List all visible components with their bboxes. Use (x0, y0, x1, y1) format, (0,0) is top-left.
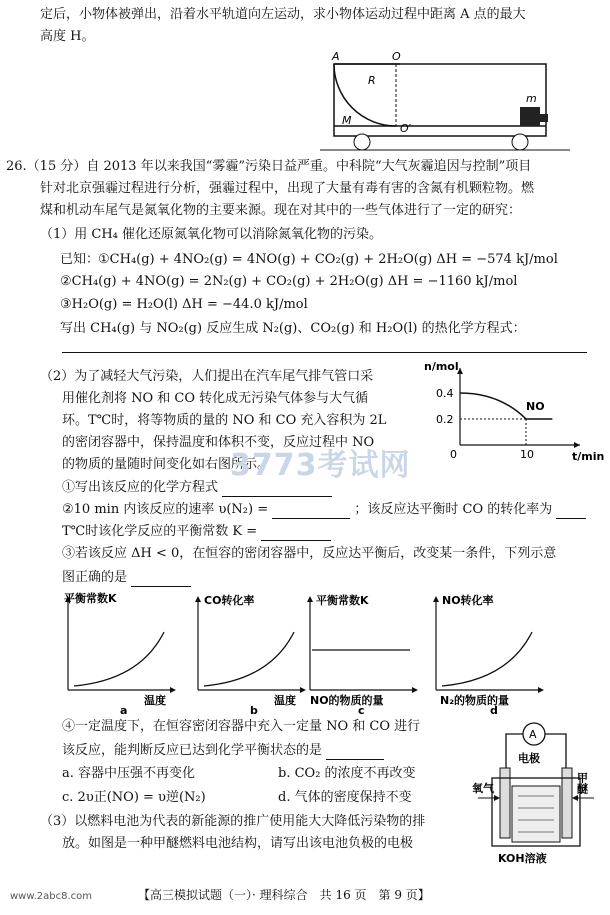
graph-a-letter: a (120, 704, 128, 717)
q26-line: 煤和机动车尾气是氮氧化物的主要来源。现在对其中的一些气体进行了一定的研究： (40, 203, 522, 218)
label-M: M (342, 114, 352, 127)
sub-question-1-text: ①写出该反应的化学方程式 (62, 480, 219, 495)
sub-question-2b-text: ；该反应达平衡时 CO 的转化率为 (354, 502, 553, 517)
origin-label: 0 (450, 448, 457, 461)
graph-a-xlabel: 温度 (144, 694, 166, 707)
cart-figure (320, 52, 570, 152)
option-graphs (50, 590, 595, 715)
footer-site: www.2abc8.com (10, 891, 93, 902)
graph-c-letter: c (358, 704, 365, 717)
answer-line (62, 352, 587, 353)
sub-question-3a: ③若该反应 ΔH < 0，在恒容的密闭容器中，反应达平衡后，改变某一条件，下列示意 (62, 546, 557, 561)
y-tick-label: 0.2 (436, 413, 454, 426)
graph-b-ylabel: CO转化率 (204, 594, 255, 607)
x-tick-label: 10 (520, 448, 534, 461)
sub-question-2a-text: ②10 min 内该反应的速率 υ(N₂) = (62, 502, 269, 517)
answer-blank[interactable] (222, 478, 332, 497)
q26-part2-line: 用催化剂将 NO 和 CO 转化成无污染气体参与大气循 (62, 391, 369, 406)
q26-part3-line: （3）以燃料电池为代表的新能源的推广使用能大大降低污染物的排 (40, 814, 426, 829)
answer-blank[interactable] (556, 500, 586, 519)
n-t-plot (420, 360, 605, 463)
q26-part3-line: 放。如图是一种甲醚燃料电池结构，请写出该电池负极的电极 (62, 836, 414, 851)
sub-question-4a: ④一定温度下，在恒容密闭容器中充入一定量 NO 和 CO 进行 (62, 719, 421, 734)
footer-page-info: 【高三模拟试题（一）· 理科综合 共 16 页 第 9 页】 (138, 888, 430, 902)
answer-blank[interactable] (131, 568, 191, 587)
answer-blank[interactable] (326, 741, 384, 760)
electrode-label: 电极 (518, 752, 540, 765)
label-A: A (332, 50, 340, 63)
graph-a (64, 591, 176, 717)
graph-d (433, 593, 544, 717)
dimethyl-ether-label: 甲醚 (575, 772, 589, 794)
sub-question-3b-text: 图正确的是 (62, 570, 128, 585)
label-m: m (526, 92, 537, 105)
sub-question-1 (62, 478, 332, 497)
text-line: 高度 H。 (40, 29, 95, 44)
sub-question-2 (62, 500, 586, 519)
graph-c (307, 593, 418, 717)
sub-question-2c-text: T℃时该化学反应的平衡常数 K = (62, 524, 258, 539)
graph-d-letter: d (490, 704, 498, 717)
graph-b-xlabel: 温度 (274, 694, 296, 707)
reaction-1: ①CH₄(g) + 4NO₂(g) = 4NO(g) + CO₂(g) + 2H₂O(g) ΔH = −574 kJ/mol (98, 252, 558, 267)
solution-label: KOH溶液 (498, 852, 547, 865)
q26-part2-line: 的物质的量随时间变化如右图所示。 (62, 457, 271, 472)
q26-part2-line: 环。T℃时，将等物质的量的 NO 和 CO 充入容积为 2L (62, 413, 387, 428)
answer-blank[interactable] (272, 500, 350, 519)
x-axis-label: t/min (572, 450, 605, 463)
q26-part1-title: （1）用 CH₄ 催化还原氮氧化物可以消除氮氧化物的污染。 (40, 227, 383, 242)
label-Oprime: O′ (400, 122, 412, 135)
sub-question-4b (62, 741, 384, 760)
option-a: a. 容器中压强不再变化 (62, 766, 196, 781)
graph-b-letter: b (250, 704, 258, 717)
known-label: 已知： (60, 252, 100, 267)
oxygen-label: 氧气 (472, 782, 494, 795)
ammeter-label: A (529, 728, 537, 741)
graph-c-ylabel: 平衡常数K (316, 594, 369, 607)
reaction-2: ②CH₄(g) + 4NO(g) = 2N₂(g) + CO₂(g) + 2H₂O(g) ΔH = −1160 kJ/mol (60, 274, 518, 289)
curve-label: NO (526, 400, 545, 413)
graph-a-ylabel: 平衡常数K (64, 592, 117, 605)
q26-part2-line: 的密闭容器中，保持温度和体积不变，反应过程中 NO (62, 435, 375, 450)
y-tick-label: 0.4 (436, 387, 454, 400)
label-R: R (368, 74, 376, 87)
graph-c-xlabel: NO的物质的量 (310, 694, 384, 707)
sub-question-3b (62, 568, 191, 587)
q26-part2-line: （2）为了减轻大气污染，人们提出在汽车尾气排气管口采 (40, 369, 374, 384)
graph-d-ylabel: NO转化率 (442, 594, 494, 607)
text-line: 定后，小物体被弹出，沿着水平轨道向左运动，求小物体运动过程中距离 A 点的最大 (40, 7, 526, 22)
reaction-3: ③H₂O(g) = H₂O(l) ΔH = −44.0 kJ/mol (60, 297, 308, 312)
q26-part1-ask: 写出 CH₄(g) 与 NO₂(g) 反应生成 N₂(g)、CO₂(g) 和 H₂O(l) 的热化学方程式： (60, 321, 526, 336)
answer-blank[interactable] (261, 522, 331, 541)
sub-question-2c (62, 522, 331, 541)
q26-line: 26.（15 分）自 2013 年以来我国“雾霾”污染日益严重。中科院“大气灰霾追因与控制”项目 (6, 159, 532, 174)
sub-question-4b-text: 该反应，能判断反应已达到化学平衡状态的是 (62, 743, 323, 758)
graph-d-xlabel: N₂的物质的量 (440, 694, 510, 707)
watermark: 3773考试网 (230, 448, 411, 483)
graph-b (195, 593, 306, 717)
option-d: d. 气体的密度保持不变 (278, 790, 412, 805)
option-c: c. 2υ正(NO) = υ逆(N₂) (62, 790, 206, 805)
fuel-cell-figure (472, 716, 606, 866)
y-axis-label: n/mol (424, 360, 459, 373)
q26-line: 针对北京强霾过程进行分析，强霾过程中，出现了大量有毒有害的含氮有机颗粒物。燃 (40, 181, 535, 196)
label-O: O (392, 50, 401, 63)
option-b: b. CO₂ 的浓度不再改变 (278, 766, 416, 781)
